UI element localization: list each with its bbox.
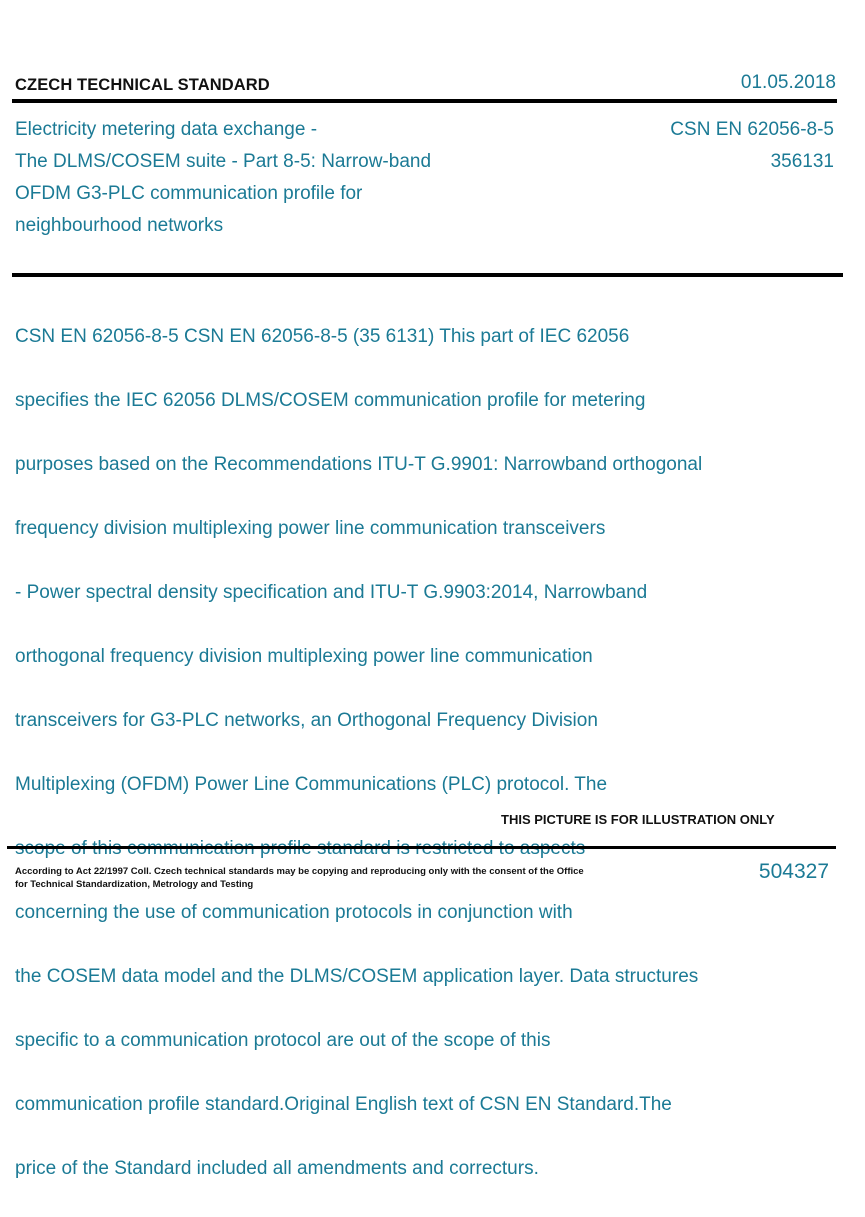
standard-title-line: Electricity metering data exchange -	[15, 119, 318, 140]
standard-abstract	[15, 289, 815, 1217]
title-divider	[12, 273, 843, 277]
abstract-line: specifies the IEC 62056 DLMS/COSEM communication profile for metering	[15, 390, 646, 411]
abstract-line: transceivers for G3-PLC networks, an Orthogonal Frequency Division	[15, 710, 598, 731]
abstract-line: - Power spectral density specification and ITU-T G.9903:2014, Narrowband	[15, 582, 648, 603]
legal-notice-line: According to Act 22/1997 Coll. Czech technical standards may be copying and reproducing only with the consent of the Office	[15, 866, 584, 877]
document-id: 504327	[758, 860, 829, 883]
abstract-line: communication profile standard.Original English text of CSN EN Standard.The	[15, 1094, 672, 1115]
abstract-line: orthogonal frequency division multiplexing power line communication	[15, 646, 593, 667]
abstract-line: frequency division multiplexing power line communication transceivers	[15, 518, 606, 539]
standard-code: CSN EN 62056-8-5	[670, 119, 834, 140]
standard-identifiers	[670, 114, 834, 178]
legal-notice	[15, 865, 595, 891]
standard-title-line: OFDM G3-PLC communication profile for	[15, 183, 363, 204]
abstract-line: Multiplexing (OFDM) Power Line Communications (PLC) protocol. The	[15, 774, 608, 795]
abstract-line: CSN EN 62056-8-5 CSN EN 62056-8-5 (35 6131) This part of IEC 62056	[15, 326, 630, 347]
legal-notice-line: for Technical Standardization, Metrology and Testing	[15, 879, 254, 890]
standard-class-number: 356131	[770, 151, 834, 172]
document-type-heading: CZECH TECHNICAL STANDARD	[15, 76, 270, 94]
abstract-line: specific to a communication protocol are out of the scope of this	[15, 1030, 551, 1051]
illustration-notice: THIS PICTURE IS FOR ILLUSTRATION ONLY	[501, 812, 775, 827]
standard-title	[15, 114, 535, 242]
abstract-line: purposes based on the Recommendations ITU-T G.9901: Narrowband orthogonal	[15, 454, 703, 475]
standard-title-line: The DLMS/COSEM suite - Part 8-5: Narrow-band	[15, 151, 432, 172]
abstract-line	[15, 833, 815, 865]
header-divider	[12, 99, 837, 103]
footer-divider	[7, 846, 836, 849]
publication-date: 01.05.2018	[740, 72, 836, 93]
abstract-line: the COSEM data model and the DLMS/COSEM application layer. Data structures	[15, 966, 699, 987]
abstract-line: concerning the use of communication protocols in conjunction with	[15, 902, 573, 923]
standard-title-line: neighbourhood networks	[15, 215, 224, 236]
abstract-line: price of the Standard included all amendments and correcturs.	[15, 1158, 539, 1179]
